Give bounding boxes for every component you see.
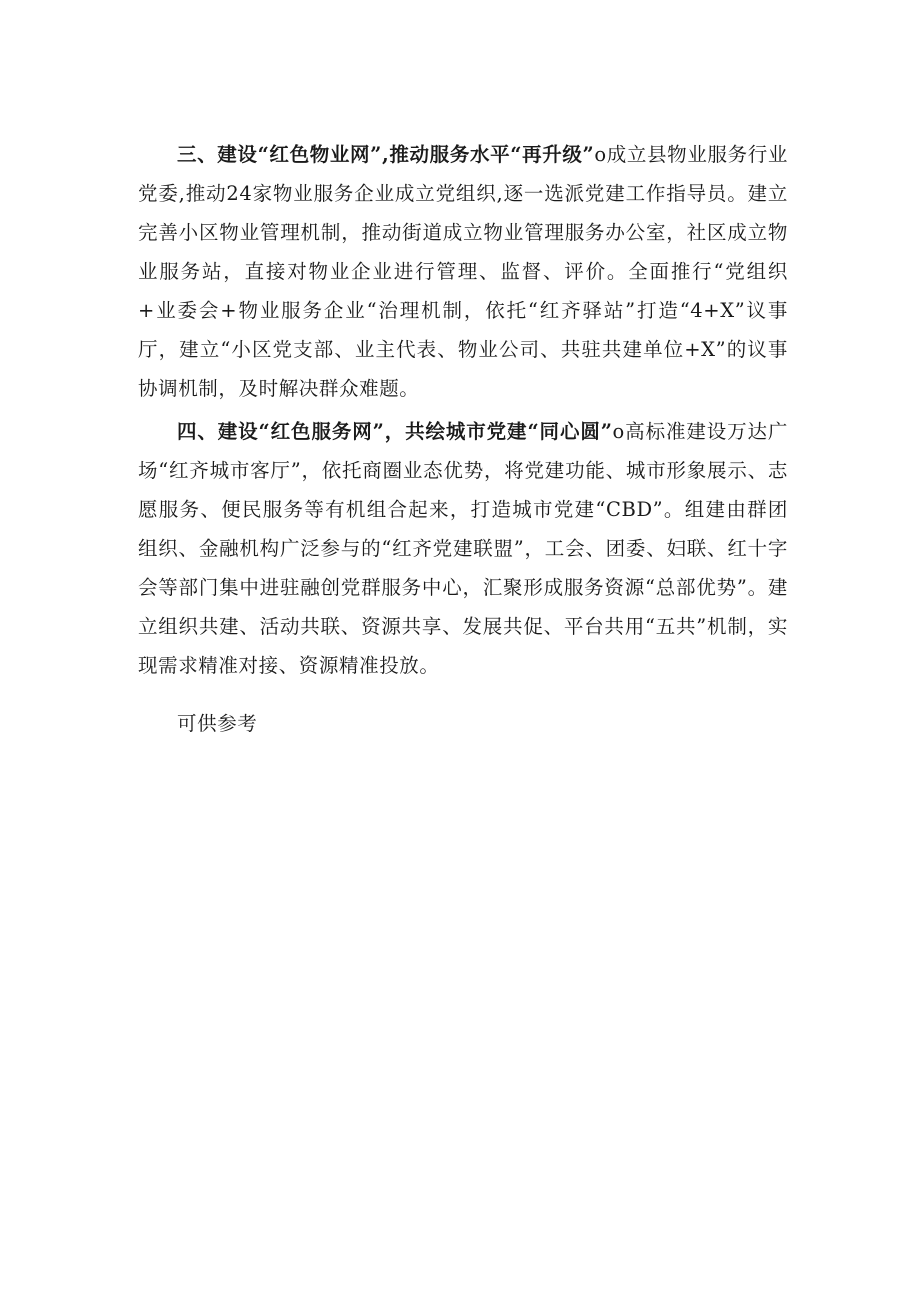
section-4-heading: 四、建设“红色服务网”，共绘城市党建“同心圆” [177,420,613,443]
section-3-heading: 三、建设“红色物业网”,推动服务水平“再升级” [177,143,595,166]
section-4-body: o高标准建设万达广场“红齐城市客厅”，依托商圈业态优势，将党建功能、城市形象展示、志愿服务、便民服务等有机组合起来，打造城市党建“CBD”。组建由群团组织、金融机构广泛参与的“红齐党建联盟”，工会、团委、妇联、红十字会等部门集中进驻融创党群服务中心，汇聚形成服务资源“总部优势”。建立组织共建、活动共联、资源共享、发展共促、平台共用“五共”机制，实现需求精准对接、资源精准投放。 [138,420,789,677]
footer-note: 可供参考 [177,712,258,735]
section-3-paragraph [138,135,788,408]
section-4-paragraph [138,412,788,685]
section-3-body: o成立县物业服务行业党委,推动24家物业服务企业成立党组织,逐一选派党建工作指导员。建立完善小区物业管理机制，推动街道成立物业管理服务办公室，社区成立物业服务站，直接对物业企业进行管理、监督、评价。全面推行“党组织+业委会+物业服务企业“治理机制，依托“红齐驿站”打造“4+X”议事厅，建立“小区党支部、业主代表、物业公司、共驻共建单位+X”的议事协调机制，及时解决群众难题。 [138,143,788,400]
document-body [138,135,788,743]
